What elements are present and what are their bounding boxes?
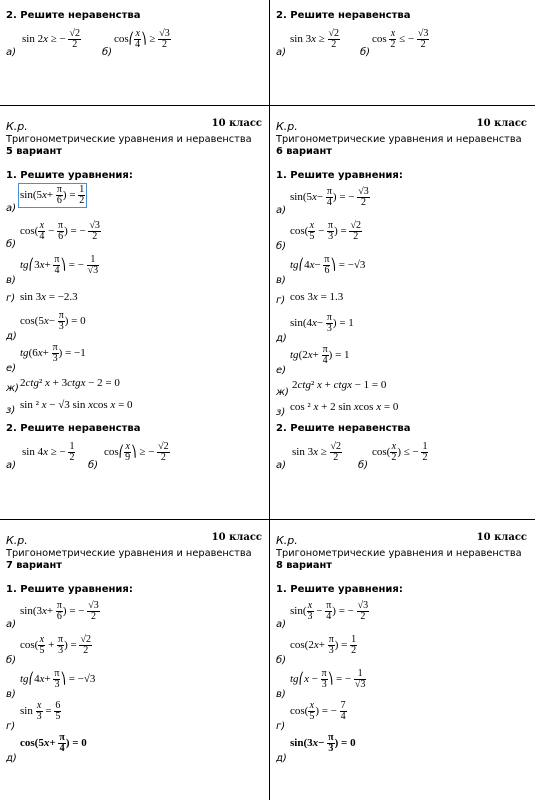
- item-label: д): [276, 753, 287, 764]
- card-variant-7: [4, 532, 266, 800]
- item-label: б): [6, 239, 17, 250]
- equation-e: cos(5x+ $\frac{\pi}{4}$ ) = 0: [20, 732, 87, 754]
- grade-label: 10 класс: [476, 532, 527, 543]
- item-label: в): [276, 689, 286, 700]
- item-label: д): [6, 331, 17, 342]
- item-label: а): [276, 619, 287, 630]
- equation-g: 2ctg² x + ctgx − 1 = 0: [292, 379, 387, 391]
- item-label: б): [276, 241, 287, 252]
- item-label: а): [276, 460, 287, 471]
- item-label: д): [276, 333, 287, 344]
- item-label: г): [6, 721, 16, 732]
- equation-h: cos ² x + 2 sin xcos x = 0: [290, 401, 399, 413]
- item-label: ж): [276, 387, 289, 398]
- equation-d: cos( $\frac{x}{5}$ ) = − $\frac{7}{4}$: [290, 700, 346, 722]
- inequality-a: sin 4x ≥ − $\frac{1}{2}$: [22, 441, 75, 463]
- item-label: б): [88, 460, 99, 471]
- divider-middle: [0, 519, 535, 520]
- kr-label: К.р.: [6, 120, 28, 133]
- inequality-b: cos⎛ $\frac{x}{9}$ ⎞ ≥ − $\frac{√2}{2}$: [104, 441, 169, 463]
- equation-e: sin(3x− $\frac{\pi}{3}$ ) = 0: [290, 732, 356, 754]
- grade-label: 10 класс: [211, 532, 262, 543]
- equation-c: tg⎛4x+ $\frac{\pi}{3}$ ⎞ = −√3: [20, 668, 96, 690]
- item-label: а): [276, 205, 287, 216]
- variant-label: 7 вариант: [6, 560, 62, 571]
- item-label: б): [102, 47, 113, 58]
- equation-a: sin(3x+ $\frac{\pi}{6}$ ) = − $\frac{√3}{2}$: [20, 600, 99, 622]
- equation-h: sin ² x − √3 sin xcos x = 0: [20, 399, 133, 411]
- item-label: з): [6, 405, 16, 416]
- equation-b: cos(2x+ $\frac{\pi}{3}$ ) = $\frac{1}{2}$: [290, 634, 357, 656]
- equation-d: sin 3x = −2.3: [20, 291, 78, 303]
- equation-b: cos( $\frac{x}{5}$ − $\frac{\pi}{3}$ ) = $\frac{√2}{2}$: [290, 220, 361, 242]
- item-label: д): [6, 753, 17, 764]
- inequality-a: sin 3x ≥ $\frac{√2}{2}$: [292, 441, 342, 463]
- card-variant-5: [4, 118, 266, 518]
- item-label: е): [6, 363, 17, 374]
- equation-c: tg⎛3x+ $\frac{\pi}{4}$ ⎞ = − $\frac{1}{√3}$: [20, 254, 99, 276]
- task2-heading: 2. Решите неравенства: [276, 10, 411, 21]
- task1-heading: 1. Решите уравнения:: [276, 170, 403, 181]
- item-label: в): [276, 275, 286, 286]
- item-label: б): [6, 655, 17, 666]
- card-variant-6: [274, 118, 531, 518]
- card-top-right: [274, 10, 531, 104]
- item-label: г): [276, 295, 286, 306]
- item-label: в): [6, 275, 16, 286]
- task2-heading: 2. Решите неравенства: [6, 423, 141, 434]
- inequality-b: cos $\frac{x}{2}$ ≤ − $\frac{√3}{2}$: [372, 28, 429, 50]
- variant-label: 8 вариант: [276, 560, 332, 571]
- divider-top: [0, 105, 535, 106]
- task1-heading: 1. Решите уравнения:: [6, 584, 133, 595]
- kr-label: К.р.: [276, 534, 298, 547]
- item-label: а): [6, 619, 17, 630]
- grade-label: 10 класс: [211, 118, 262, 129]
- equation-d: cos 3x = 1.3: [290, 291, 344, 303]
- item-label: г): [276, 721, 286, 732]
- item-label: а): [6, 460, 17, 471]
- equation-e: cos(5x− $\frac{\pi}{3}$ ) = 0: [20, 310, 86, 332]
- item-label: б): [358, 460, 369, 471]
- task1-heading: 1. Решите уравнения:: [276, 584, 403, 595]
- task1-heading: 1. Решите уравнения:: [6, 170, 133, 181]
- card-variant-8: [274, 532, 531, 800]
- equation-b: cos( $\frac{x}{4}$ − $\frac{\pi}{6}$ ) = − $\frac{√3}{2}$: [20, 220, 100, 242]
- equation-g: 2ctg² x + 3ctgx − 2 = 0: [20, 377, 120, 389]
- task2-heading: 2. Решите неравенства: [276, 423, 411, 434]
- grade-label: 10 класс: [476, 118, 527, 129]
- item-label: з): [276, 407, 286, 418]
- divider-vertical: [269, 0, 270, 800]
- equation-e: sin(4x− $\frac{\pi}{3}$ ) = 1: [290, 312, 354, 334]
- kr-label: К.р.: [276, 120, 298, 133]
- item-label: а): [6, 203, 17, 214]
- item-label: а): [6, 47, 17, 58]
- kr-label: К.р.: [6, 534, 28, 547]
- item-label: г): [6, 293, 16, 304]
- task2-heading: 2. Решите неравенства: [6, 10, 141, 21]
- item-label: е): [276, 365, 287, 376]
- item-label: б): [360, 47, 371, 58]
- inequality-a: sin 3x ≥ $\frac{√2}{2}$: [290, 28, 340, 50]
- equation-b: cos( $\frac{x}{5}$ + $\frac{\pi}{3}$ ) = $\frac{√2}{2}$: [20, 634, 91, 656]
- equation-f: tg(6x+ $\frac{\pi}{3}$ ) = −1: [20, 342, 86, 364]
- item-label: б): [276, 655, 287, 666]
- inequality-b: cos⎛ $\frac{x}{4}$ ⎞ ≥ $\frac{√3}{2}$: [114, 28, 170, 50]
- equation-f: tg(2x+ $\frac{\pi}{4}$ ) = 1: [290, 344, 350, 366]
- variant-label: 6 вариант: [276, 146, 332, 157]
- test-title: Тригонометрические уравнения и неравенства: [276, 134, 522, 145]
- item-label: ж): [6, 383, 19, 394]
- inequality-b: cos( $\frac{x}{2}$ ) ≤ − $\frac{1}{2}$: [372, 441, 428, 463]
- equation-d: sin $\frac{x}{3}$ = $\frac{6}{5}$: [20, 700, 61, 722]
- inequality-a: sin 2x ≥ − $\frac{√2}{2}$: [22, 28, 80, 50]
- equation-a: sin( $\frac{x}{3}$ − $\frac{\pi}{4}$ ) = − $\frac{√3}{2}$: [290, 600, 369, 622]
- item-label: в): [6, 689, 16, 700]
- equation-a: sin(5x+ $\frac{\pi}{6}$ ) = $\frac{1}{2}$: [20, 184, 85, 206]
- equation-a: sin(5x− $\frac{\pi}{4}$ ) = − $\frac{√3}{2}$: [290, 186, 369, 208]
- equation-c: tg⎛x − $\frac{\pi}{3}$ ⎞ = − $\frac{1}{√3}$: [290, 668, 366, 690]
- test-title: Тригонометрические уравнения и неравенства: [6, 134, 252, 145]
- card-top-left: [4, 10, 266, 104]
- item-label: а): [276, 47, 287, 58]
- variant-label: 5 вариант: [6, 146, 62, 157]
- test-title: Тригонометрические уравнения и неравенства: [276, 548, 522, 559]
- test-title: Тригонометрические уравнения и неравенства: [6, 548, 252, 559]
- equation-c: tg⎛4x− $\frac{\pi}{6}$ ⎞ = −√3: [290, 254, 366, 276]
